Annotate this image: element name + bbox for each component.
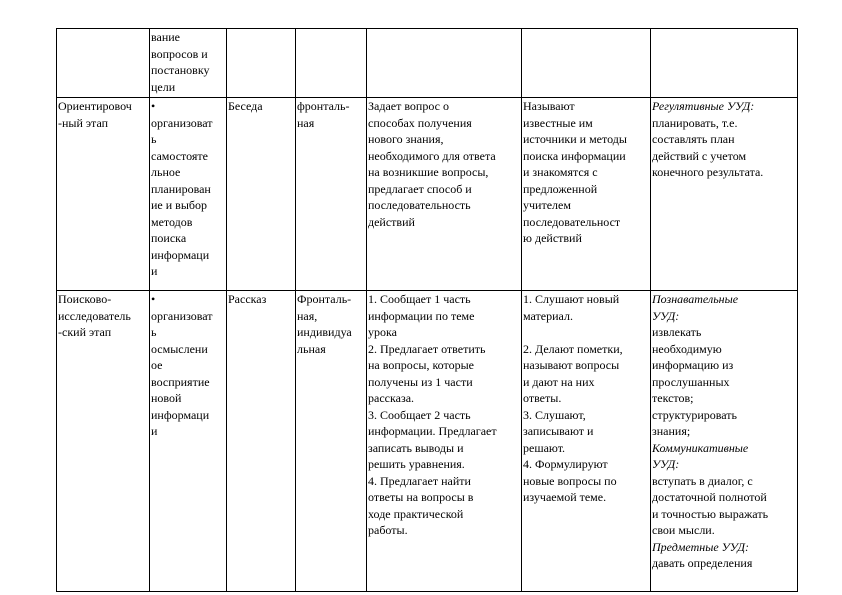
cell-text-line: осмыслени xyxy=(151,341,208,356)
cell-text-line: исследователь xyxy=(58,308,131,323)
form-cell xyxy=(227,98,296,291)
cell-text-line: • xyxy=(151,99,156,113)
cell-text-line: -ный этап xyxy=(58,115,109,130)
methods-cell xyxy=(150,291,227,592)
cell-text-line: 3. Слушают, xyxy=(523,407,586,422)
cell-text-line: работы. xyxy=(368,523,408,537)
cell-text-line: Называют xyxy=(523,99,575,113)
cell-text-line: записать выводы и xyxy=(368,440,464,455)
cell-text-line: известные им xyxy=(523,115,593,130)
cell-text-line: ие и выбор xyxy=(151,198,208,212)
cell-text-line: льное xyxy=(151,165,181,179)
cell-text-line: достаточной полнотой xyxy=(652,490,767,504)
methods-cell xyxy=(150,29,227,98)
stage-cell xyxy=(57,29,150,98)
cell-text-line: решают. xyxy=(523,440,566,455)
cell-text-line: нового знания, xyxy=(368,132,444,146)
cell-text-line: свои мысли. xyxy=(652,523,715,537)
cell-text-line: рассказа. xyxy=(368,391,415,405)
cell-text-line: текстов; xyxy=(652,391,694,405)
cell-text-line: ная xyxy=(297,115,315,130)
cell-text-line: Рассказ xyxy=(228,292,267,306)
uud-cell xyxy=(651,29,798,98)
cell-text-line: УУД: xyxy=(652,308,680,323)
cell-text-line: информации по теме xyxy=(368,308,475,323)
cell-text-line: 1. Слушают новый xyxy=(523,292,620,306)
cell-text-line: 2. Предлагает ответить xyxy=(368,341,486,356)
table-row xyxy=(57,29,798,98)
cell-text-line: последовательность xyxy=(368,198,471,212)
cell-text-line: предложенной xyxy=(523,181,598,196)
student-activity-cell xyxy=(522,98,651,291)
cell-text-line: информацию из xyxy=(652,358,734,372)
cell-text-line: получены из 1 части xyxy=(368,374,473,389)
cell-text-line: конечного результата. xyxy=(652,165,764,179)
table-row xyxy=(57,98,798,291)
cell-text-line: 3. Сообщает 2 часть xyxy=(368,407,471,422)
stage-cell xyxy=(57,98,150,291)
work-form-cell xyxy=(296,29,367,98)
cell-text-line: Предметные УУД: xyxy=(652,539,749,554)
cell-text-line: прослушанных xyxy=(652,374,730,389)
cell-text-line: Фронталь- xyxy=(297,292,352,306)
work-form-cell xyxy=(296,291,367,592)
cell-text-line: постановку xyxy=(151,63,210,77)
cell-text-line: урока xyxy=(368,325,397,339)
cell-text-line: составлять план xyxy=(652,132,735,146)
cell-text-line: новой xyxy=(151,391,182,405)
cell-text-line: вопросов и xyxy=(151,46,208,61)
cell-text-line xyxy=(523,324,650,341)
cell-text-line: методов xyxy=(151,214,193,229)
cell-text-line: вступать в диалог, с xyxy=(652,473,753,488)
cell-text-line: называют вопросы xyxy=(523,358,620,372)
cell-text-line: 2. Делают пометки, xyxy=(523,341,623,356)
cell-text-line: восприятие xyxy=(151,374,210,389)
cell-text-line: структурировать xyxy=(652,407,737,422)
cell-text-line: изучаемой теме. xyxy=(523,490,607,504)
cell-text-line: действий xyxy=(368,214,415,229)
cell-text-line: знания; xyxy=(652,424,691,438)
cell-text-line: способах получения xyxy=(368,115,472,130)
cell-text-line: Поисково- xyxy=(58,292,112,306)
cell-text-line: 4. Предлагает найти xyxy=(368,473,471,488)
cell-text-line: источники и методы xyxy=(523,132,627,146)
cell-text-line: новые вопросы по xyxy=(523,473,617,488)
cell-text-line: фронталь- xyxy=(297,99,350,113)
stage-cell xyxy=(57,291,150,592)
cell-text-line: • xyxy=(151,292,156,306)
cell-text-line: и xyxy=(151,264,158,278)
cell-text-line: ная, xyxy=(297,308,318,323)
uud-cell xyxy=(651,291,798,592)
cell-text-line: цели xyxy=(151,79,176,94)
cell-text-line: и xyxy=(151,424,158,438)
student-activity-cell xyxy=(522,291,651,592)
cell-text-line: на вопросы, которые xyxy=(368,358,474,372)
cell-text-line: ответы. xyxy=(523,391,562,405)
cell-text-line: информаци xyxy=(151,247,210,262)
cell-text-line: УУД: xyxy=(652,457,680,471)
teacher-activity-cell xyxy=(367,29,522,98)
cell-text-line: записывают и xyxy=(523,424,594,438)
cell-text-line: информации. Предлагает xyxy=(368,424,497,438)
uud-cell xyxy=(651,98,798,291)
cell-text-line: ю действий xyxy=(523,231,582,245)
cell-text-line: поиска информации xyxy=(523,148,626,163)
cell-text-line: вание xyxy=(151,30,181,44)
teacher-activity-cell xyxy=(367,291,522,592)
cell-text-line: Беседа xyxy=(228,99,263,113)
cell-text-line: Ориентировоч xyxy=(58,99,132,113)
cell-text-line: ответы на вопросы в xyxy=(368,490,474,504)
teacher-activity-cell xyxy=(367,98,522,291)
cell-text-line: индивидуа xyxy=(297,325,352,339)
cell-text-line: льная xyxy=(297,341,326,356)
cell-text-line: давать определения xyxy=(652,556,753,570)
cell-text-line: самостояте xyxy=(151,148,208,163)
cell-text-line: Задает вопрос о xyxy=(368,99,449,113)
work-form-cell xyxy=(296,98,367,291)
form-cell xyxy=(227,291,296,592)
cell-text-line: и точностью выражать xyxy=(652,506,769,521)
cell-text-line: 1. Сообщает 1 часть xyxy=(368,292,471,306)
cell-text-line: материал. xyxy=(523,308,573,323)
cell-text-line: планирован xyxy=(151,181,211,196)
cell-text-line: необходимого для ответа xyxy=(368,148,496,163)
form-cell xyxy=(227,29,296,98)
cell-text-line: необходимую xyxy=(652,341,722,356)
cell-text-line: ходе практической xyxy=(368,506,464,521)
student-activity-cell xyxy=(522,29,651,98)
cell-text-line: Познавательные xyxy=(652,292,739,306)
cell-text-line: и дают на них xyxy=(523,374,595,389)
cell-text-line: решить уравнения. xyxy=(368,457,465,471)
cell-text-line: предлагает способ и xyxy=(368,181,472,196)
cell-text-line: поиска xyxy=(151,231,187,245)
cell-text-line: ое xyxy=(151,358,163,372)
cell-text-line: -ский этап xyxy=(58,325,112,339)
cell-text-line: на возникшие вопросы, xyxy=(368,165,489,179)
cell-text-line: ь xyxy=(151,325,157,339)
lesson-plan-table xyxy=(56,28,798,592)
cell-text-line: планировать, т.е. xyxy=(652,115,738,130)
cell-text-line: 4. Формулируют xyxy=(523,457,608,471)
cell-text-line: и знакомятся с xyxy=(523,165,598,179)
cell-text-line: Регулятивные УУД: xyxy=(652,99,755,113)
cell-text-line: информаци xyxy=(151,407,210,422)
table-row xyxy=(57,291,798,592)
cell-text-line: учителем xyxy=(523,198,571,212)
cell-text-line: организоват xyxy=(151,115,213,130)
cell-text-line: извлекать xyxy=(652,325,702,339)
cell-text-line: действий с учетом xyxy=(652,148,747,163)
cell-text-line: Коммуникативные xyxy=(652,440,749,455)
cell-text-line: последовательност xyxy=(523,214,621,229)
cell-text-line: ь xyxy=(151,132,157,146)
cell-text-line: организоват xyxy=(151,308,213,323)
methods-cell xyxy=(150,98,227,291)
